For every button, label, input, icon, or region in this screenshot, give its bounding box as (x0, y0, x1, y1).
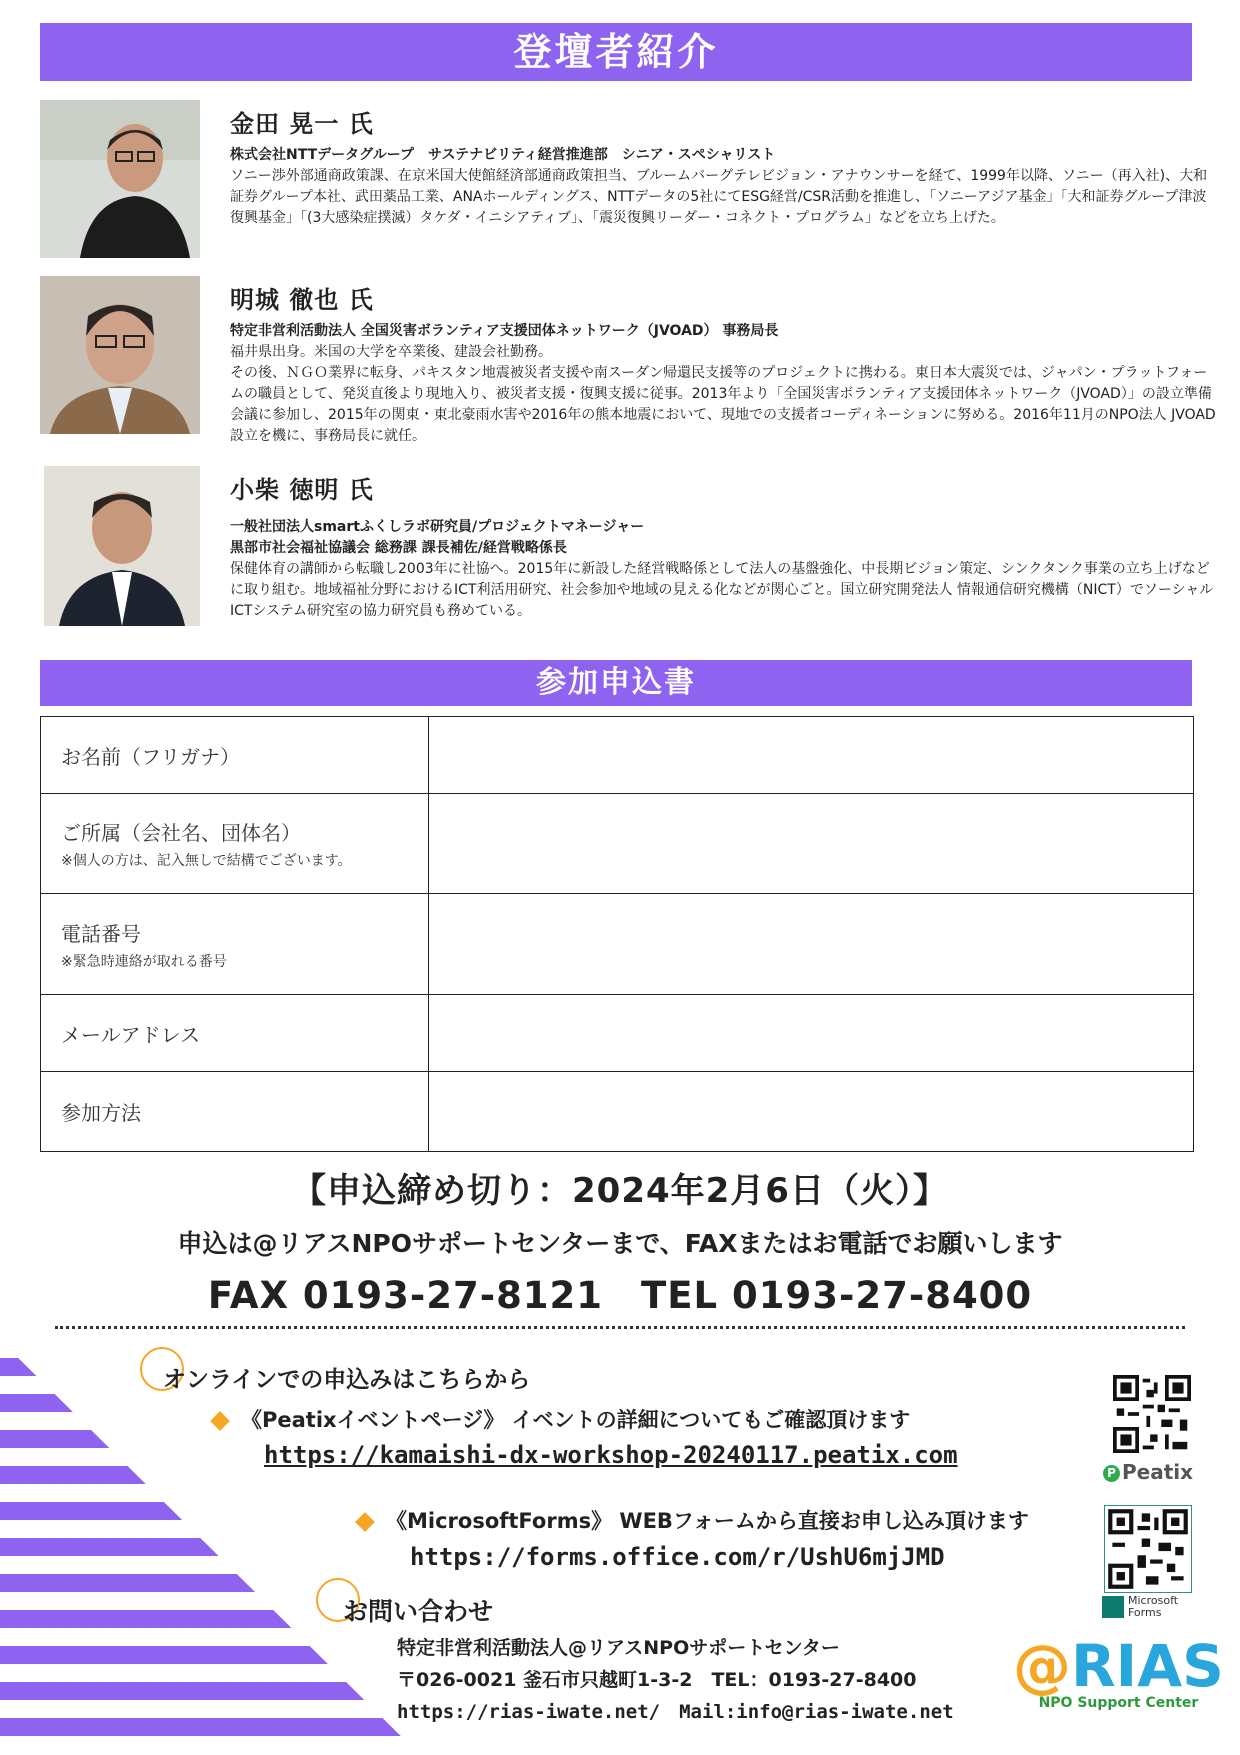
apply-note: 申込は@リアスNPOサポートセンターまで、FAXまたはお電話でお願いします (177, 1229, 1063, 1258)
deadline: 【申込締め切り：2024年2月6日（火）】 (292, 1171, 948, 1211)
speaker-info (230, 100, 1220, 229)
diamond-bullet-icon (210, 1411, 230, 1431)
peatix-qr-code[interactable] (1113, 1375, 1191, 1453)
rias-logo (1013, 1632, 1224, 1711)
fax-tel: FAX 0193-27-8121 TEL 0193-27-8400 (207, 1274, 1033, 1317)
speaker-name: 金田 晃一 氏 (230, 110, 374, 138)
form-label (41, 794, 429, 894)
field-note: ※緊急時連絡が取れる番号 (61, 953, 227, 970)
rias-logo-text: RIAS (1071, 1632, 1224, 1700)
peatix-icon: P (1103, 1465, 1120, 1482)
field-note: ※個人の方は、記入無しで結構でございます。 (61, 853, 352, 869)
participation-method-field[interactable] (429, 1072, 1194, 1152)
form-row (41, 794, 1194, 894)
peatix-text: 《Peatixイベントページ》 イベントの詳細についてもご確認頂けます (241, 1408, 911, 1432)
speaker-photo (40, 100, 200, 258)
contact-org: 特定非営利活動法人@リアスNPOサポートセンター (397, 1637, 840, 1659)
forms-link[interactable]: https://forms.office.com/r/UshU6mjJMD (410, 1543, 945, 1571)
speaker-bio: 保健体育の講師から転職し2003年に社協へ。2015年に新設した経営戦略係として法人の基盤強化、中長期ビジョン策定、シンクタンク事業の立ち上げなどに取り組む。地域福祉分野におけるICT利活用研究、社会参加や地域の見える化などが関心ごと。国立研究開発法人 情報通信研究機構（NICT）でソーシャルICTシステム研究室の協力研究員も務めている。 (230, 561, 1214, 619)
speaker-bio: 福井県出身。米国の大学を卒業後、建設会社勤務。 その後、ＮＧＯ業界に転身、パキスタン地震被災者支援や南スーダン帰還民支援等のプロジェクトに携わる。東日本大震災では、ジャパン・プラットフォームの職員として、発災直後より現地入り、被災者支援・復興支援に従事。2013年より「全国災害ボランティア支援団体ネットワーク（JVOAD）」の設立準備会議に参加し、2015年の関東・東北豪雨水害や2016年の熊本地震において、現地での支援者コーディネーションに努める。2016年11月のNPO法人 JVOAD設立を機に、事務局長に就任。 (230, 344, 1216, 444)
form-label (41, 1072, 429, 1152)
field-label: お名前（フリガナ） (61, 744, 240, 769)
speaker-name: 明城 徹也 氏 (230, 286, 374, 314)
form-label (41, 995, 429, 1072)
forms-qr-code[interactable] (1104, 1505, 1192, 1593)
field-label: メールアドレス (61, 1022, 200, 1047)
speaker-photo (44, 466, 200, 626)
online-heading: オンラインでの申込みはこちらから (163, 1367, 531, 1393)
speaker-photo (40, 276, 200, 434)
peatix-description (213, 1404, 910, 1434)
contact-heading: お問い合わせ (343, 1597, 494, 1626)
contact-web-mail[interactable]: https://rias-iwate.net/ Mail:info@rias-iwate.net (397, 1701, 954, 1723)
diamond-bullet-icon (355, 1512, 375, 1532)
field-label: 参加方法 (61, 1101, 141, 1125)
application-form (40, 716, 1194, 1152)
form-row (41, 995, 1194, 1072)
form-label (41, 894, 429, 995)
field-label: 電話番号 (61, 921, 141, 946)
forms-logo-line2: Forms (1128, 1606, 1162, 1619)
peatix-logo (1103, 1460, 1193, 1484)
speaker-card (40, 100, 1208, 260)
field-label: ご所属（会社名、団体名） (61, 821, 301, 845)
peatix-link[interactable]: https://kamaishi-dx-workshop-20240117.peatix.com (264, 1441, 958, 1469)
form-heading: 参加申込書 (40, 660, 1192, 706)
speaker-name: 小柴 徳明 氏 (230, 476, 374, 504)
speaker-info (230, 276, 1220, 447)
email-field[interactable] (429, 995, 1194, 1072)
rias-logo-at: @ (1013, 1632, 1071, 1700)
rias-logo-sub: NPO Support Center (1038, 1695, 1199, 1711)
speaker-affiliation: 特定非営利活動法人 全国災害ボランティア支援団体ネットワーク（JVOAD） 事務局長 (230, 323, 779, 339)
form-label (41, 717, 429, 794)
forms-logo-line1: Microsoft (1128, 1594, 1179, 1607)
speaker-affiliation: 黒部市社会福祉協議会 総務課 課長補佐/経営戦略係長 (230, 540, 567, 556)
speaker-affiliation: 株式会社NTTデータグループ サステナビリティ経営推進部 シニア・スペシャリスト (230, 147, 776, 163)
contact-address: 〒026-0021 釜石市只越町1-3-2 TEL：0193-27-8400 (397, 1669, 917, 1691)
speaker-info (230, 466, 1220, 622)
speaker-affiliation: 一般社団法人smartふくしラボ研究員/プロジェクトマネージャー (230, 519, 645, 535)
phone-field[interactable] (429, 894, 1194, 995)
name-field[interactable] (429, 717, 1194, 794)
form-row (41, 894, 1194, 995)
speaker-bio: ソニー渉外部通商政策課、在京米国大使館経済部通商政策担当、ブルームバーグテレビジョン・アナウンサーを経て、1999年以降、ソニー（再入社)、大和証券グループ本社、武田薬品工業、ANAホールディングス、NTTデータの5社にてESG経営/CSR活動を推進し、「ソニーアジア基金」「大和証券グループ津波復興基金」「(3大感染症撲滅）タケダ・イニシアティブ」、「震災復興リーダー・コネクト・プログラム」などを立ち上げた。 (230, 168, 1208, 226)
speakers-heading: 登壇者紹介 (40, 23, 1192, 81)
forms-description (358, 1505, 1029, 1535)
forms-icon (1102, 1596, 1124, 1618)
divider (55, 1326, 1185, 1329)
speaker-card (40, 466, 1214, 636)
peatix-logo-text: Peatix (1122, 1460, 1194, 1484)
stripe-decoration (0, 1340, 420, 1755)
affiliation-field[interactable] (429, 794, 1194, 894)
microsoft-forms-logo (1102, 1595, 1178, 1619)
speaker-card (40, 276, 1216, 446)
form-row (41, 717, 1194, 794)
forms-text: 《MicrosoftForms》 WEBフォームから直接お申し込み頂けます (386, 1509, 1029, 1533)
form-row (41, 1072, 1194, 1152)
